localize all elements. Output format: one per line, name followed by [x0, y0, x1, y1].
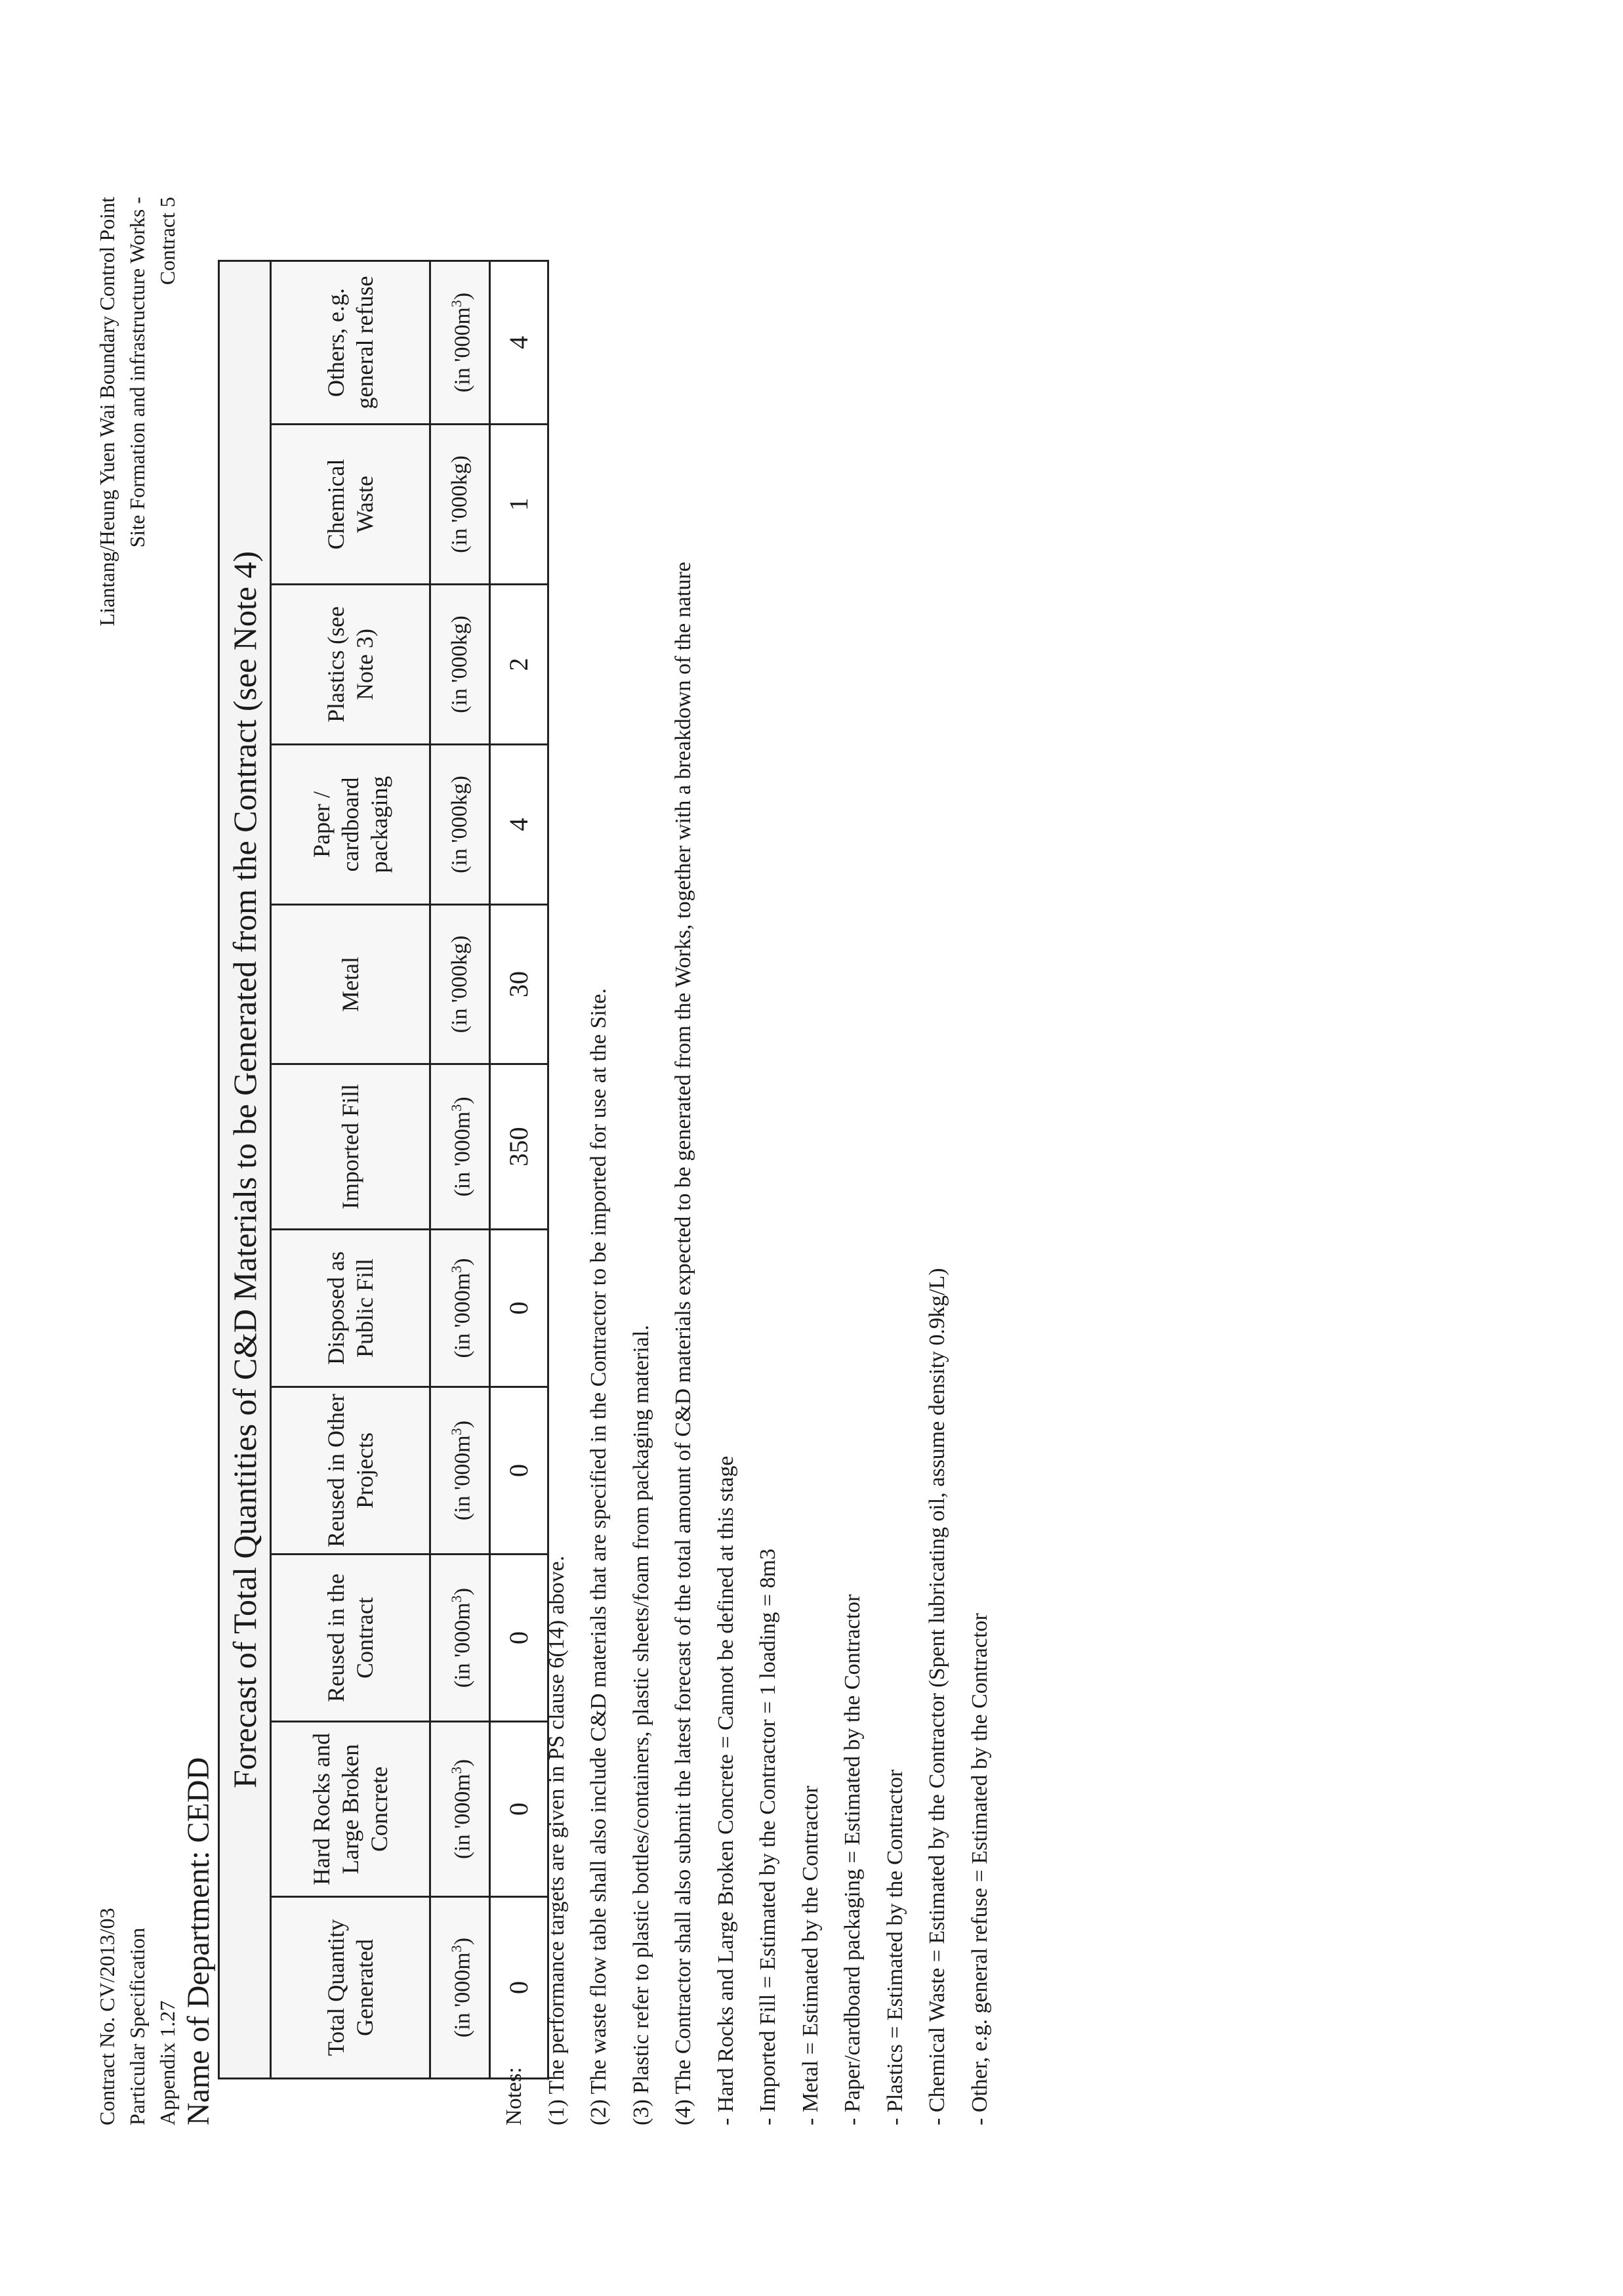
unit-superscript: 3: [448, 1428, 465, 1436]
unit-superscript: 3: [448, 1104, 465, 1112]
unit-superscript: 3: [448, 300, 465, 308]
note-item: - Metal = Estimated by the Contractor: [798, 1785, 823, 2125]
unit-close: ): [450, 1759, 475, 1767]
value-cell: 0: [490, 1722, 548, 1897]
column-header: Metal: [271, 905, 430, 1064]
unit-close: ): [450, 1587, 475, 1596]
department-name: Name of Department: CEDD: [181, 1757, 216, 2125]
value-cell: 0: [490, 1555, 548, 1722]
unit-close: ): [450, 1420, 475, 1429]
unit-cell: [430, 1230, 490, 1387]
note-item: - Paper/cardboard packaging = Estimated by the Contractor: [840, 1594, 865, 2125]
column-header: Total Quantity Generated: [271, 1897, 430, 2079]
contract-number: Contract No. CV/2013/03: [95, 1908, 119, 2125]
unit-superscript: 3: [448, 1766, 465, 1774]
unit-text: (in '000kg): [447, 616, 472, 713]
unit-text: (in '000m: [450, 1111, 475, 1197]
unit-close: ): [450, 292, 475, 301]
unit-cell: [430, 261, 490, 424]
unit-cell: [430, 745, 490, 905]
unit-cell: [430, 585, 490, 745]
unit-text: (in '000kg): [447, 776, 472, 873]
note-item: (2) The waste flow table shall also include C&D materials that are specified in the Contractor to be imported for use at the Site.: [586, 988, 611, 2125]
header-right: [92, 197, 182, 1116]
table-title: Forecast of Total Quantities of C&D Materials to be Generated from the Contract (see Note 4): [219, 261, 271, 2078]
appendix-label: Appendix 1.27: [155, 2000, 179, 2125]
unit-superscript: 3: [448, 1945, 465, 1953]
unit-close: ): [450, 1258, 475, 1266]
notes-section: [493, 562, 1001, 2125]
unit-close: ): [450, 1937, 475, 1946]
column-header: Hard Rocks and Large Broken Concrete: [271, 1722, 430, 1897]
unit-cell: [430, 1722, 490, 1897]
note-item: - Plastics = Estimated by the Contractor: [882, 1769, 907, 2125]
unit-close: ): [450, 1096, 475, 1104]
value-cell: 30: [490, 905, 548, 1064]
column-header: Others, e.g. general refuse: [271, 261, 430, 424]
column-header: Plastics (see Note 3): [271, 585, 430, 745]
column-header: Reused in the Contract: [271, 1555, 430, 1722]
unit-cell: [430, 1897, 490, 2079]
project-title-line-3: Contract 5: [155, 197, 179, 285]
unit-row: [430, 261, 490, 2078]
value-cell: 4: [490, 745, 548, 905]
unit-text: (in '000m: [450, 1435, 475, 1521]
value-cell: 1: [490, 425, 548, 585]
value-cell: 4: [490, 261, 548, 424]
unit-text: (in '000m: [450, 1272, 475, 1358]
unit-cell: [430, 425, 490, 585]
value-cell: 0: [490, 1387, 548, 1555]
unit-text: (in '000m: [450, 307, 475, 393]
column-header: Reused in Other Projects: [271, 1387, 430, 1555]
project-title-line-1: Liantang/Heung Yuen Wai Boundary Control Point: [95, 197, 119, 627]
value-cell: 0: [490, 1897, 548, 2079]
unit-superscript: 3: [448, 1265, 465, 1273]
note-item: (1) The performance targets are given in PS clause 6(14) above.: [544, 1555, 569, 2125]
header-left: [92, 1908, 182, 2125]
note-item: - Hard Rocks and Large Broken Concrete = Cannot be defined at this stage: [713, 1455, 738, 2125]
value-cell: 2: [490, 585, 548, 745]
value-cell: 0: [490, 1230, 548, 1387]
column-header: Chemical Waste: [271, 425, 430, 585]
column-header-row: [271, 261, 430, 2078]
specification-label: Particular Specification: [125, 1927, 149, 2125]
column-header: Paper / cardboard packaging: [271, 745, 430, 905]
project-title-line-2: Site Formation and infrastructure Works -: [125, 197, 149, 548]
note-item: - Imported Fill = Estimated by the Contractor = 1 loading = 8m3: [756, 1548, 780, 2125]
unit-text: (in '000m: [450, 1602, 475, 1688]
notes-list: [536, 562, 1002, 2125]
notes-heading: Notes:: [502, 2067, 526, 2125]
note-item: - Other, e.g. general refuse = Estimated by the Contractor: [967, 1613, 992, 2125]
note-item: (3) Plastic refer to plastic bottles/containers, plastic sheets/foam from packaging material.: [628, 1325, 653, 2125]
unit-superscript: 3: [448, 1595, 465, 1603]
unit-cell: [430, 1387, 490, 1555]
unit-cell: [430, 905, 490, 1064]
unit-text: (in '000kg): [447, 455, 472, 553]
unit-cell: [430, 1064, 490, 1230]
note-item: (4) The Contractor shall also submit the latest forecast of the total amount of C&D materials expected to be generated from the Works, together with a breakdown of the nature: [671, 562, 695, 2125]
unit-text: (in '000m: [450, 1774, 475, 1860]
column-header: Disposed as Public Fill: [271, 1230, 430, 1387]
value-cell: 350: [490, 1064, 548, 1230]
note-item: - Chemical Waste = Estimated by the Contractor (Spent lubricating oil, assume density 0.9kg/L): [925, 1268, 949, 2125]
column-header: Imported Fill: [271, 1064, 430, 1230]
unit-text: (in '000kg): [447, 935, 472, 1033]
unit-cell: [430, 1555, 490, 1722]
unit-text: (in '000m: [450, 1952, 475, 2038]
